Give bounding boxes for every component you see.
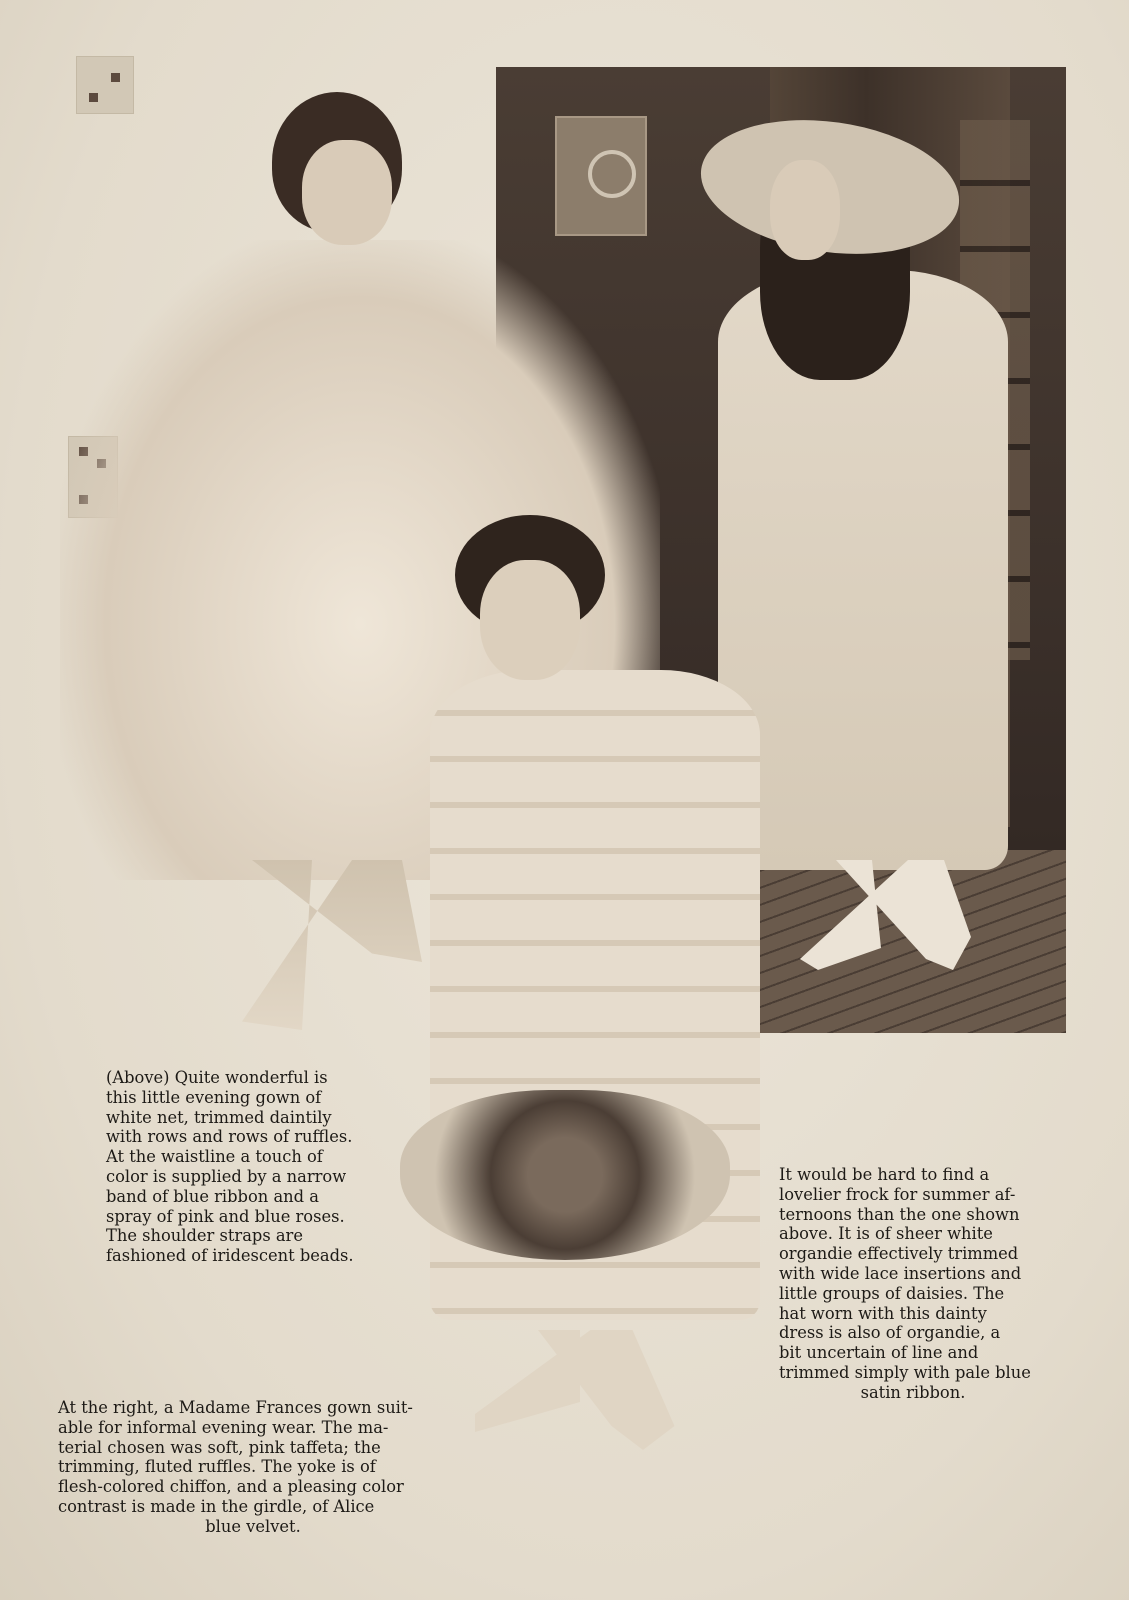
caption-right	[779, 1165, 1047, 1403]
caption-line: dress is also of organdie, a	[779, 1323, 1001, 1343]
caption-line: able for informal evening wear. The ma-	[58, 1417, 389, 1437]
caption-line: hat worn with this dainty	[779, 1303, 987, 1323]
caption-line: above. It is of sheer white	[779, 1224, 993, 1244]
caption-line: white net, trimmed daintily	[106, 1107, 332, 1127]
caption-line: lovelier frock for summer af-	[779, 1184, 1016, 1204]
caption-line: bit uncertain of line and	[779, 1343, 979, 1363]
caption-line: trimmed simply with pale blue	[779, 1362, 1031, 1382]
evening-gown-figure-face	[302, 140, 392, 245]
caption-line: color is supplied by a narrow	[106, 1166, 347, 1186]
caption-line: spray of pink and blue roses.	[106, 1206, 345, 1226]
organdie-figure-face	[770, 160, 840, 260]
caption-line: ternoons than the one shown	[779, 1204, 1020, 1224]
caption-line: organdie effectively trimmed	[779, 1244, 1019, 1264]
caption-line: contrast is made in the girdle, of Alice	[58, 1496, 375, 1516]
door-knocker	[588, 150, 636, 198]
caption-line: At the waistline a touch of	[106, 1147, 323, 1167]
caption-line: It would be hard to find a	[779, 1165, 990, 1184]
caption-line: At the right, a Madame Frances gown suit-	[58, 1398, 413, 1417]
caption-bottom	[58, 1398, 448, 1537]
caption-line: The shoulder straps are	[106, 1226, 303, 1246]
caption-line: fashioned of iridescent beads.	[106, 1246, 354, 1266]
caption-line: satin ribbon.	[860, 1382, 966, 1402]
caption-line: with wide lace insertions and	[779, 1263, 1022, 1283]
caption-line: blue velvet.	[205, 1516, 301, 1536]
caption-line: (Above) Quite wonderful is	[106, 1068, 328, 1087]
flower-basket	[400, 1090, 730, 1260]
taffeta-figure-face	[480, 560, 580, 680]
caption-line: terial chosen was soft, pink taffeta; the	[58, 1437, 381, 1457]
caption-above	[106, 1068, 376, 1266]
caption-line: with rows and rows of ruffles.	[106, 1127, 353, 1147]
caption-line: this little evening gown of	[106, 1087, 322, 1107]
caption-line: trimming, fluted ruffles. The yoke is of	[58, 1457, 376, 1477]
caption-line: flesh-colored chiffon, and a pleasing color	[58, 1477, 404, 1497]
caption-line: little groups of daisies. The	[779, 1283, 1005, 1303]
caption-line: band of blue ribbon and a	[106, 1186, 319, 1206]
ornament-top	[76, 56, 134, 114]
